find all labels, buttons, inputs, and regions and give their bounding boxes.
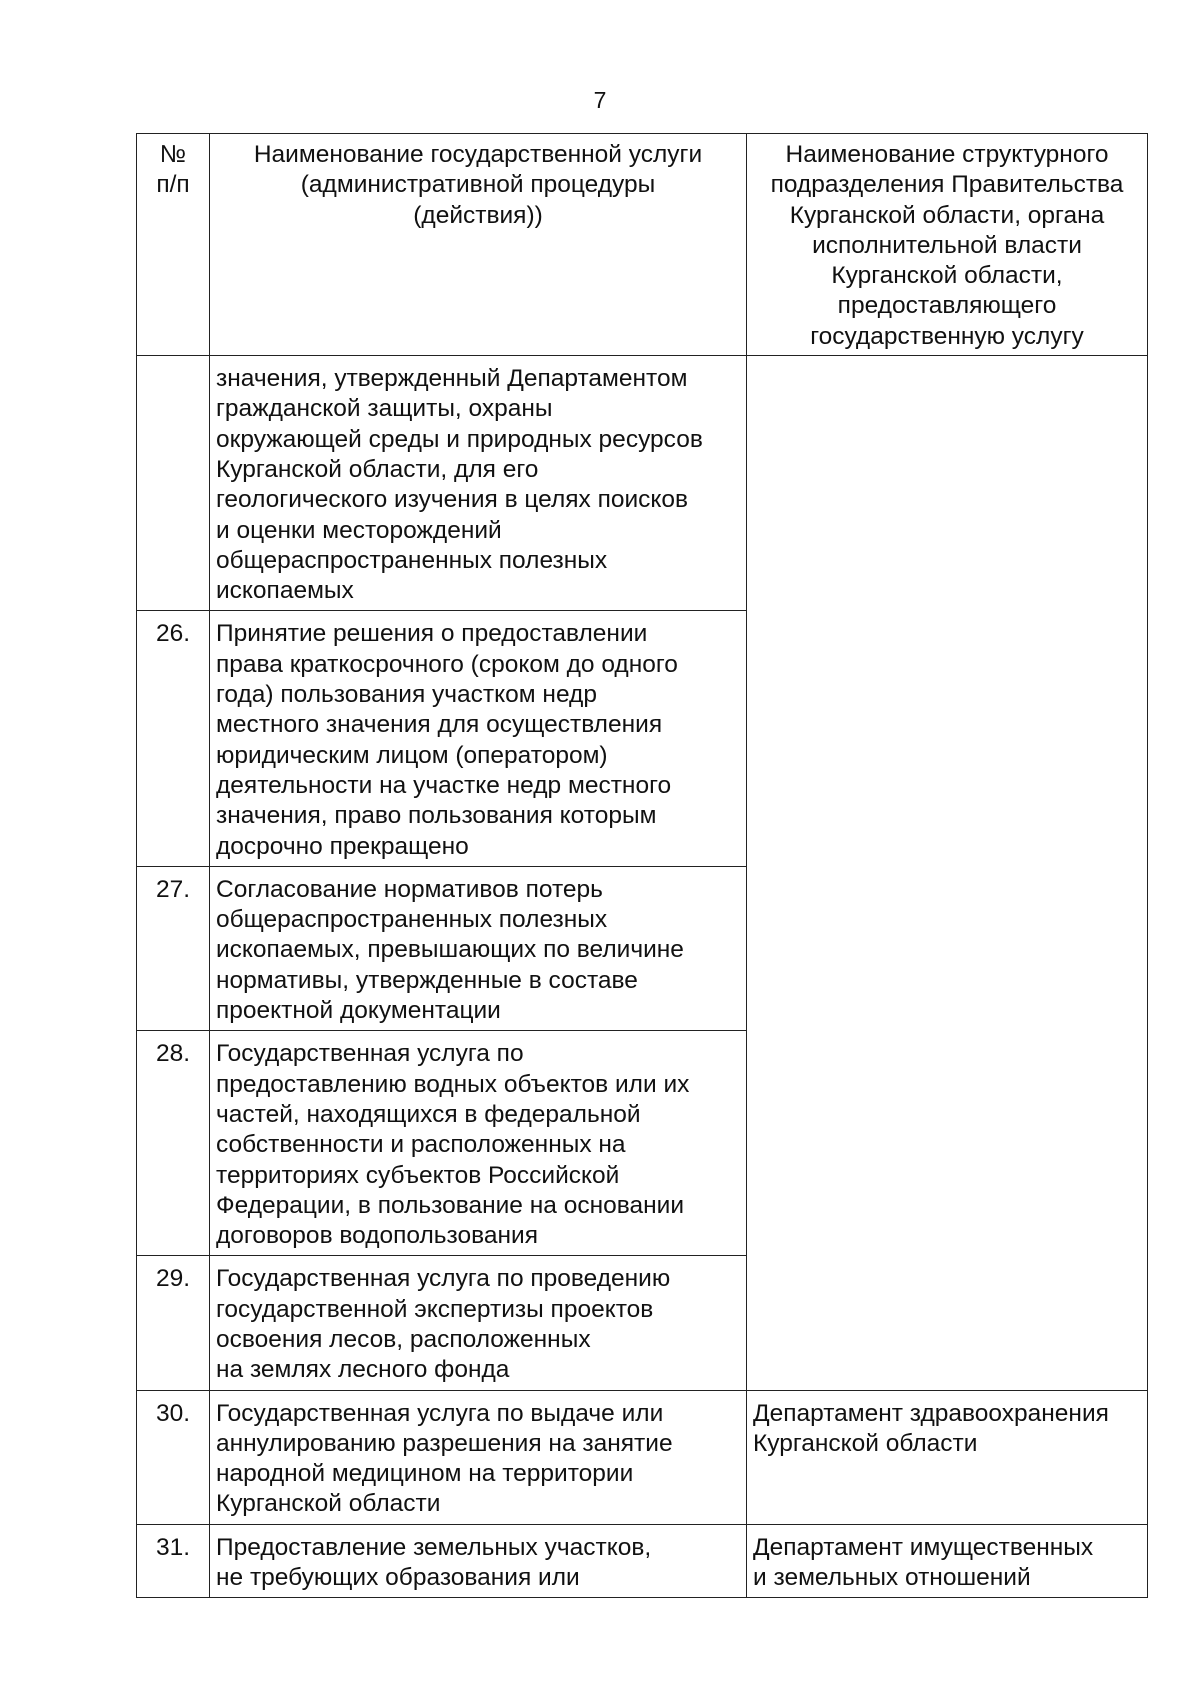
service-name xyxy=(210,1390,747,1524)
department-name xyxy=(747,1390,1148,1524)
text-line: Курганской области, для его xyxy=(216,455,539,483)
header-number xyxy=(137,134,210,356)
text-line: Федерации, в пользование на основании xyxy=(216,1191,685,1219)
text-line: права краткосрочного (сроком до одного xyxy=(216,650,678,678)
page-number: 7 xyxy=(593,87,607,113)
text-line: освоения лесов, расположенных xyxy=(216,1325,591,1353)
text-line: местного значения для осуществления xyxy=(216,711,663,739)
header-line: предоставляющего xyxy=(837,292,1057,320)
header-line: подразделения Правительства xyxy=(770,171,1124,199)
text-line: года) пользования участком недр xyxy=(216,681,597,709)
header-line: Наименование структурного xyxy=(785,141,1109,168)
text-line: Государственная услуга по выдаче или xyxy=(216,1399,664,1427)
text-line: Предоставление земельных участков, xyxy=(216,1533,652,1561)
text-line: ископаемых, превышающих по величине xyxy=(216,936,684,964)
text-line: общераспространенных полезных xyxy=(216,906,608,934)
header-service-name xyxy=(210,134,747,356)
text-line: юридическим лицом (оператором) xyxy=(216,741,608,769)
header-line: (административной процедуры xyxy=(300,171,656,199)
text-line: государственной экспертизы проектов xyxy=(216,1295,654,1323)
header-line: исполнительной власти xyxy=(812,231,1082,259)
row-number: 27. xyxy=(137,866,210,1030)
text-line: гражданской защиты, охраны xyxy=(216,395,553,423)
header-department xyxy=(747,134,1148,356)
text-line: деятельности на участке недр местного xyxy=(216,771,672,799)
services-table xyxy=(136,133,1148,1598)
text-line: ископаемых xyxy=(216,577,354,605)
row-number: 29. xyxy=(137,1256,210,1390)
text-line: Принятие решения о предоставлении xyxy=(216,620,648,648)
department-cell-merged xyxy=(747,356,1148,1391)
service-name xyxy=(210,866,747,1030)
department-name xyxy=(747,1524,1148,1598)
service-name xyxy=(210,611,747,866)
table-row xyxy=(137,356,1148,611)
text-line: предоставлению водных объектов или их xyxy=(216,1070,690,1098)
service-name xyxy=(210,1031,747,1256)
text-line: проектной документации xyxy=(216,997,501,1025)
table-header-row xyxy=(137,134,1148,356)
header-line: Наименование государственной услуги xyxy=(253,141,703,168)
text-line: общераспространенных полезных xyxy=(216,546,608,574)
text-line: Согласование нормативов потерь xyxy=(216,875,603,903)
header-line: п/п xyxy=(156,171,190,199)
header-line: государственную услугу xyxy=(810,322,1084,350)
text-line: на землях лесного фонда xyxy=(216,1356,510,1384)
text-line: собственности и расположенных на xyxy=(216,1131,626,1159)
header-line: (действия)) xyxy=(413,201,543,229)
text-line: Департамент имущественных xyxy=(753,1533,1094,1561)
text-line: и оценки месторождений xyxy=(216,516,502,544)
text-line: окружающей среды и природных ресурсов xyxy=(216,425,703,453)
row-number: 30. xyxy=(137,1390,210,1524)
row-number: 26. xyxy=(137,611,210,866)
header-line: № xyxy=(159,141,187,168)
header-line: Курганской области, органа xyxy=(789,201,1105,229)
text-line: досрочно прекращено xyxy=(216,832,469,860)
text-line: не требующих образования или xyxy=(216,1564,580,1592)
text-line: Курганской области xyxy=(753,1429,978,1457)
text-line: частей, находящихся в федеральной xyxy=(216,1100,641,1128)
text-line: народной медицином на территории xyxy=(216,1460,634,1488)
service-name xyxy=(210,356,747,611)
service-name xyxy=(210,1524,747,1598)
header-line: Курганской области, xyxy=(831,262,1063,290)
text-line: значения, утвержденный Департаментом xyxy=(216,365,688,393)
row-number: 31. xyxy=(137,1524,210,1598)
text-line: геологического изучения в целях поисков xyxy=(216,486,689,514)
service-name xyxy=(210,1256,747,1390)
row-number: 28. xyxy=(137,1031,210,1256)
text-line: Государственная услуга по xyxy=(216,1040,524,1068)
table-row xyxy=(137,1390,1148,1524)
table-row xyxy=(137,1524,1148,1598)
row-number xyxy=(137,356,210,611)
text-line: договоров водопользования xyxy=(216,1222,538,1250)
text-line: и земельных отношений xyxy=(753,1564,1031,1592)
text-line: Государственная услуга по проведению xyxy=(216,1265,671,1293)
text-line: нормативы, утвержденные в составе xyxy=(216,966,638,994)
text-line: Курганской области xyxy=(216,1490,441,1518)
text-line: значения, право пользования которым xyxy=(216,802,657,830)
text-line: территориях субъектов Российской xyxy=(216,1161,620,1189)
text-line: аннулированию разрешения на занятие xyxy=(216,1429,673,1457)
text-line: Департамент здравоохранения xyxy=(753,1399,1109,1427)
